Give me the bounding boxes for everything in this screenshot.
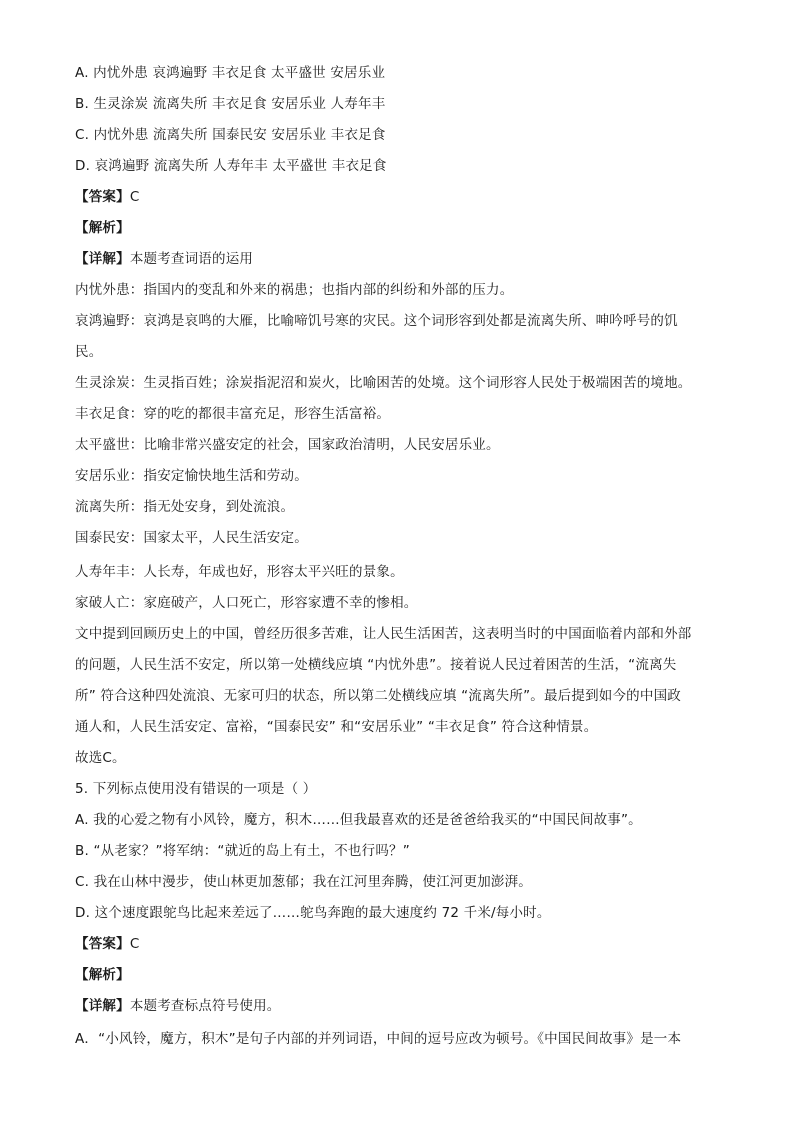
q5-detail: [75, 997, 715, 1015]
q4-option-d: D. 哀鸿遍野 流离失所 人寿年丰 太平盛世 丰衣足食: [75, 158, 387, 174]
detail-text: 本题考查词语的运用: [129, 251, 254, 267]
q4-option-a: A. 内忧外患 哀鸿遍野 丰衣足食 太平盛世 安居乐业: [75, 65, 386, 81]
definition: 流离失所：指无处安身，到处流浪。: [75, 499, 295, 515]
q5-option-a: A. 我的心爱之物有小风铃，魔方，积木……但我最喜欢的还是爸爸给我买的“中国民间故事”。: [75, 812, 642, 828]
q5-analysis-label: 【解析】: [75, 967, 130, 983]
q4-option-b: B. 生灵涂炭 流离失所 丰衣足食 安居乐业 人寿年丰: [75, 96, 386, 112]
definition: 国泰民安：国家太平，人民生活安定。: [75, 530, 308, 546]
definition: 民。: [75, 344, 103, 360]
q4-detail: [75, 250, 715, 268]
q5-question: 5. 下列标点使用没有错误的一项是（ ）: [75, 781, 317, 797]
answer-value: C: [129, 936, 140, 952]
detail-label: 【详解】: [75, 251, 130, 267]
definition: 哀鸿遍野：哀鸿是哀鸣的大雁，比喻啼饥号寒的灾民。这个词形容到处都是流离失所、呻吟呼号的饥: [75, 313, 678, 329]
definition: 丰衣足食：穿的吃的都很丰富充足，形容生活富裕。: [75, 406, 391, 422]
q5-option-c: C. 我在山林中漫步，使山林更加葱郁；我在江河里奔腾，使江河更加澎湃。: [75, 874, 533, 890]
definition: 生灵涂炭：生灵指百姓；涂炭指泥沼和炭火，比喻困苦的处境。这个词形容人民处于极端困苦的境地。: [75, 375, 692, 391]
q4-analysis-label: 【解析】: [75, 220, 130, 236]
definition: 内忧外患：指国内的变乱和外来的祸患；也指内部的纠纷和外部的压力。: [75, 282, 514, 298]
q5-answer: [75, 935, 715, 953]
explanation-line: 文中提到回顾历史上的中国，曾经历很多苦难，让人民生活困苦，这表明当时的中国面临着内部和外部: [75, 626, 692, 642]
detail-label: 【详解】: [75, 998, 130, 1014]
q5-explanation-a: A．“小风铃，魔方，积木”是句子内部的并列词语，中间的逗号应改为顿号。《中国民间故事》是一本: [75, 1031, 682, 1047]
q4-conclusion: 故选C。: [75, 750, 126, 766]
definition: 太平盛世：比喻非常兴盛安定的社会，国家政治清明，人民安居乐业。: [75, 437, 500, 453]
definition: 人寿年丰：人长寿，年成也好，形容太平兴旺的景象。: [75, 564, 404, 580]
answer-label: 【答案】: [75, 936, 130, 952]
answer-label: 【答案】: [75, 189, 130, 205]
definition: 安居乐业：指安定愉快地生活和劳动。: [75, 468, 308, 484]
explanation-line: 所” 符合这种四处流浪、无家可归的状态，所以第二处横线应填 “流离失所”。最后提到如今的中国政: [75, 688, 681, 704]
explanation-line: 通人和，人民生活安定、富裕，“国泰民安” 和“安居乐业” “丰衣足食” 符合这种情景。: [75, 719, 598, 735]
q5-option-b: B. “从老家？”将军纳：“就近的岛上有土，不也行吗？”: [75, 843, 410, 859]
detail-text: 本题考查标点符号使用。: [129, 998, 281, 1014]
explanation-line: 的问题，人民生活不安定，所以第一处横线应填 “内忧外患”。接着说人民过着困苦的生活，“流离失: [75, 657, 677, 673]
definition: 家破人亡：家庭破产，人口死亡，形容家遭不幸的惨相。: [75, 595, 418, 611]
q4-answer: [75, 188, 715, 206]
q5-option-d: D. 这个速度跟鸵鸟比起来差远了……鸵鸟奔跑的最大速度约 72 千米/每小时。: [75, 905, 551, 921]
q4-option-c: C. 内忧外患 流离失所 国泰民安 安居乐业 丰衣足食: [75, 127, 386, 143]
answer-value: C: [129, 189, 140, 205]
